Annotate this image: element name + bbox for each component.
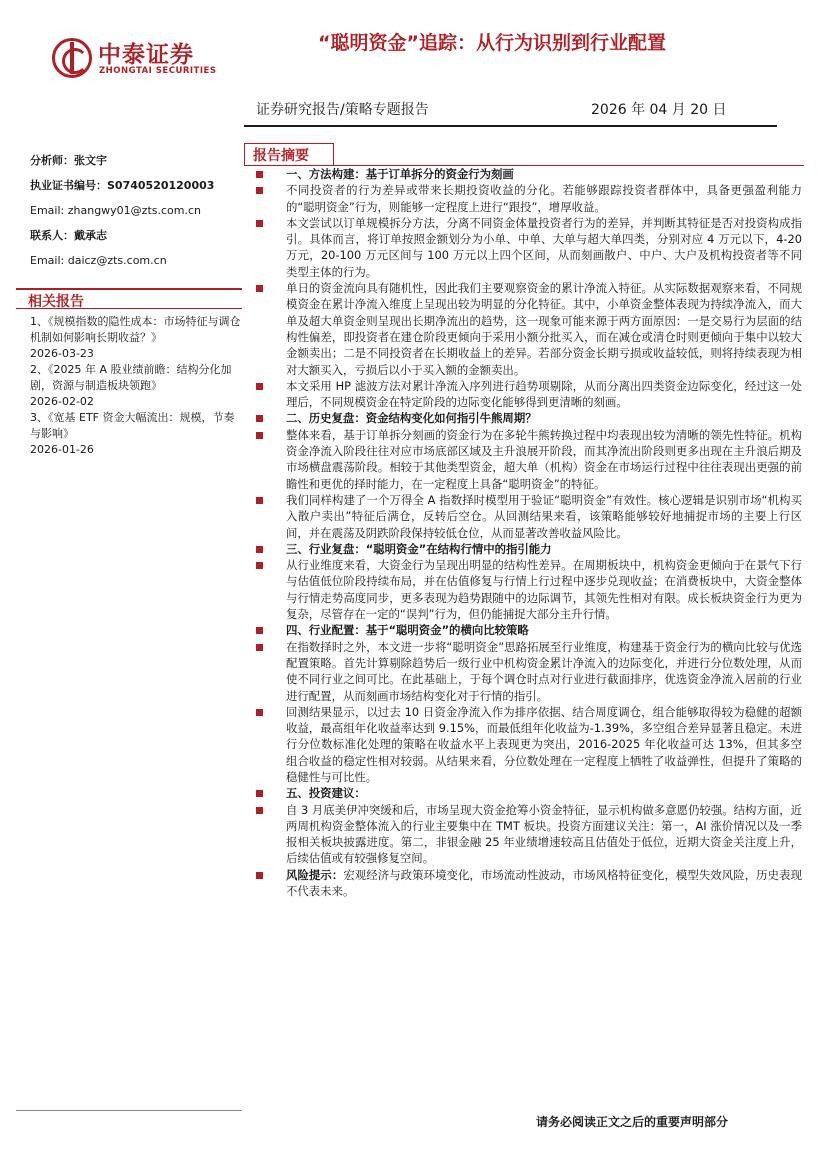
abstract-paragraph (256, 492, 802, 541)
sidebar-footer-divider (16, 1110, 242, 1111)
related-reports-heading (16, 288, 242, 309)
section-heading (256, 622, 802, 638)
paragraph-text: 整体来看，基于订单拆分刻画的资金行为在多轮牛熊转换过程中均表现出较为清晰的领先性特征。机构资金净流入阶段往往对应市场底部区域及主升浪展开阶段，而其净流出阶段则更多出现在主升浪后期及市场横盘震荡阶段。相较于其他类型资金，超大单（机构）资金在市场运行过程中往往表现出更强的前瞻性和更优的择时能力，在一定程度上具备“聪明资金”的特征。 (286, 427, 802, 491)
logo-name-en: ZHONGTAI SECURITIES (99, 66, 217, 76)
abstract-paragraph (256, 427, 802, 492)
logo-emblem-icon (52, 38, 92, 78)
contact-name: 戴承志 (74, 229, 107, 242)
contact-email[interactable]: daicz@zts.com.cn (67, 254, 167, 267)
related-reports-list (30, 314, 242, 458)
paragraph-text: 单日的资金流向具有随机性，因此我们主要观察资金的累计净流入特征。从实际数据观察来看，不同规模资金在累计净流入维度上呈现出较为明显的分化特征。其中，小单资金整体表现为持续净流入，而大单及超大单资金则呈现出长期净流出的趋势，这一现象可能来源于两方面原因：一是交易行为层面的结构性偏差，即投资者在建仓阶段更倾向于采用小额分批买入，而在减仓或清仓时则更倾向于集中以较大金额卖出；二是不同投资者在长期收益上的差异。若部分资金长期亏损或收益较低，则将持续表现为相对大额买入，亏损后以小于买入额的金额卖出。 (286, 281, 802, 377)
contact-row (30, 223, 242, 248)
related-report-title: 2、《2025 年 A 股业绩前瞻：结构分化加剧，资源与制造板块领跑》 (30, 363, 232, 392)
section-heading (256, 541, 802, 557)
square-bullet-icon (256, 220, 263, 227)
footer-disclaimer: 请务必阅读正文之后的重要声明部分 (536, 1115, 729, 1129)
abstract-paragraph (256, 802, 802, 867)
abstract-paragraph (256, 867, 802, 900)
square-bullet-icon (256, 187, 263, 194)
section-heading (256, 166, 802, 182)
paragraph-text: 自 3 月底美伊冲突缓和后，市场呈现大资金抢筹小资金特征，显示机构做多意愿仍较强。结构方面，近两周机构资金整体流入的行业主要集中在 TMT 板块。投资方面建议关注：第一，AI 涨价情况以及一季报相关板块披露进度。第二，非银金融 25 年业绩增速较高且估值处于低位，近期大资金关注度上升，后续估值或有较强修复空间。 (286, 802, 802, 866)
section-heading-text: 五、投资建议： (286, 786, 366, 801)
related-report-item[interactable] (30, 314, 242, 362)
square-bullet-icon (256, 171, 263, 178)
analyst-row (30, 148, 242, 173)
section-heading (256, 410, 802, 426)
abstract-paragraph (256, 182, 802, 215)
square-bullet-icon (256, 644, 263, 651)
cert-label: 执业证书编号： (30, 179, 107, 192)
abstract-paragraph (256, 639, 802, 704)
paragraph-text: 本文尝试以订单规模拆分方法，分离不同资金体量投资者行为的差异，并判断其特征是否对投资构成指引。具体而言，将订单按照金额划分为小单、中单、大单与超大单四类，分别对应 4 万元以下，4-20 万元，20-100 万元区间与 100 万元以上四个区间，从而刻画散户、中户、大户及机构投资者等不同类型主体的行为。 (286, 215, 802, 279)
cert-number: S0740520120003 (107, 179, 215, 192)
section-heading (256, 785, 802, 801)
email-label: Email: (30, 254, 65, 267)
contact-label: 联系人： (30, 229, 74, 242)
abstract-tab (244, 143, 334, 165)
square-bullet-icon (256, 432, 263, 439)
section-heading-text: 四、行业配置：基于“聪明资金”的横向比较策略 (286, 623, 529, 638)
paragraph-text: 在指数择时之外，本文进一步将“聪明资金”思路拓展至行业维度，构建基于资金行为的横向比较与优选配置策略。首先计算剔除趋势后一级行业中机构资金累计净流入的边际变化，并进行分位数处理，从而使不同行业之间可比。在此基础上，于每个调仓时点对行业进行截面排序，优选资金净流入居前的行业进行配置，从而刻画市场结构变化对于行情的指引。 (286, 639, 802, 703)
square-bullet-icon (256, 807, 263, 814)
email-row (30, 198, 242, 223)
section-heading-text: 三、行业复盘：“聪明资金”在结构行情中的指引能力 (286, 541, 552, 556)
square-bullet-icon (256, 627, 263, 634)
square-bullet-icon (256, 415, 263, 422)
company-logo (52, 36, 222, 82)
abstract-paragraph (256, 704, 802, 785)
paragraph-text: 本文采用 HP 滤波方法对累计净流入序列进行趋势项剔除，从而分离出四类资金边际变化，经过这一处理后，不同规模资金在特定阶段的边际变化能够得到更清晰的刻画。 (286, 378, 802, 410)
related-report-title-text: 3、《宽基 ETF 资金大幅流出：规模，节奏与影响》 (30, 411, 235, 440)
square-bullet-icon (256, 383, 263, 390)
email-label: Email: (30, 204, 65, 217)
abstract-body (256, 166, 802, 899)
risk-label: 风险提示： (286, 867, 344, 882)
paragraph-text: 回测结果显示，以过去 10 日资金净流入作为排序依据、结合周度调仓，组合能够取得较为稳健的超额收益，最高组年化收益率达到 9.15%，而最低组年化收益为-1.39%，多空组合差异显著且稳定。未进行分位数标准化处理的策略在收益水平上表现更为突出，2016-2025 年化收益可达 13%，但其多空组合收益的稳定性相对较弱。从结果来看，分位数处理在一定程度上牺牲了收益弹性，但提升了策略的稳健性与可比性。 (286, 704, 802, 784)
square-bullet-icon (256, 790, 263, 797)
cert-row (30, 173, 242, 198)
related-report-title: 1、《规模指数的隐性成本：市场特征与调仓机制如何影响长期收益？》 (30, 315, 241, 344)
square-bullet-icon (256, 872, 263, 879)
report-title: “聪明资金”追踪：从行为识别到行业配置 (318, 32, 666, 54)
square-bullet-icon (256, 562, 263, 569)
abstract-tab-label: 报告摘要 (253, 148, 309, 164)
report-type: 证券研究报告/策略专题报告 (256, 102, 429, 118)
abstract-paragraph (256, 280, 802, 378)
paragraph-text: 宏观经济与政策环境变化，市场流动性波动，市场风格特征变化，模型失效风险，历史表现不代表未来。 (286, 867, 802, 899)
logo-name-cn: 中泰证券 (98, 42, 194, 68)
paragraph-text: 不同投资者的行为差异或带来长期投资收益的分化。若能够跟踪投资者群体中，具备更强盈利能力的“聪明资金”行为，则能够一定程度上进行“跟投”，增厚收益。 (286, 183, 802, 214)
email-row (30, 248, 242, 273)
related-reports-title: 相关报告 (28, 294, 84, 310)
related-report-item[interactable] (30, 362, 242, 410)
analyst-name: 张文宇 (74, 154, 107, 167)
analyst-label: 分析师： (30, 154, 74, 167)
related-report-title (30, 410, 242, 442)
analyst-info (30, 148, 242, 273)
abstract-paragraph (256, 557, 802, 622)
header-divider (244, 125, 777, 127)
related-report-item[interactable] (30, 410, 242, 458)
section-heading-text: 二、历史复盘：资金结构变化如何指引牛熊周期？ (286, 411, 537, 426)
related-report-date: 2026-02-02 (30, 395, 94, 408)
section-heading-text: 一、方法构建：基于订单拆分的资金行为刻画 (286, 167, 514, 181)
related-report-date: 2026-03-23 (30, 347, 94, 360)
square-bullet-icon (256, 546, 263, 553)
analyst-email[interactable]: zhangwy01@zts.com.cn (67, 204, 202, 217)
report-date: 2026 年 04 月 20 日 (591, 102, 727, 118)
abstract-paragraph (256, 215, 802, 280)
abstract-paragraph (256, 378, 802, 411)
square-bullet-icon (256, 285, 263, 292)
square-bullet-icon (256, 709, 263, 716)
paragraph-text: 从行业维度来看，大资金行为呈现出明显的结构性差异。在周期板块中，机构资金更倾向于在景气下行与估值低位阶段持续布局，并在估值修复与行情上行过程中逐步兑现收益；在消费板块中，大资金整体与行情走势高度同步，更多表现为趋势跟随中的边际调节，其领先性相对有限。成长板块资金行为更为复杂，尽管存在一定的“误判”行为，但仍能捕捉大部分主升行情。 (286, 558, 802, 622)
paragraph-text: 我们同样构建了一个万得全 A 指数择时模型用于验证“聪明资金”有效性。核心逻辑是识别市场“机构买入散户卖出”特征后满仓，反转后空仓。从回测结果来看，该策略能够较好地捕捉市场的主要上行区间，并在震荡及阴跌阶段保持较低仓位，从而显著改善收益风险比。 (286, 492, 802, 540)
related-report-date: 2026-01-26 (30, 443, 94, 456)
square-bullet-icon (256, 497, 263, 504)
